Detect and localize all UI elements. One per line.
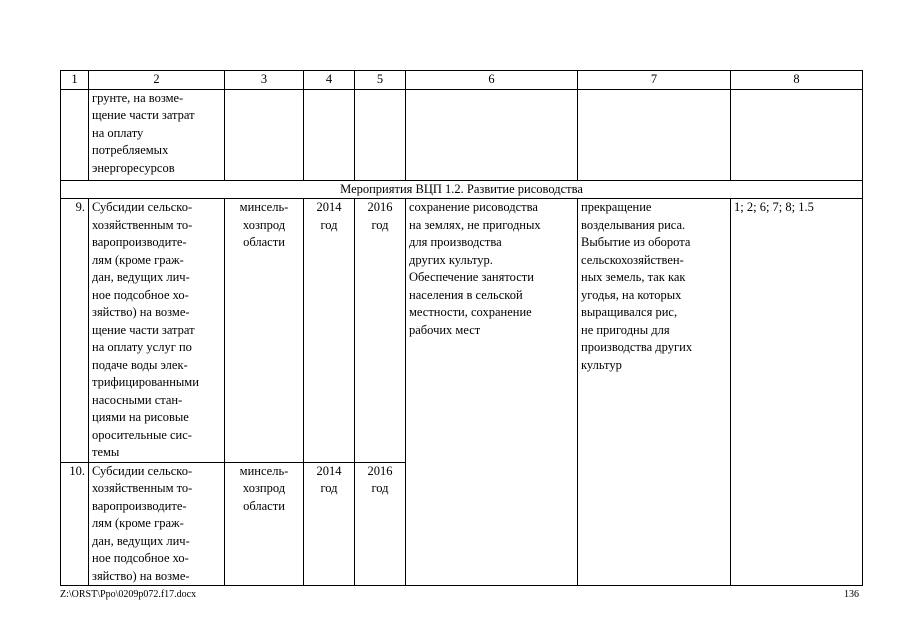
table-row-9 (61, 199, 863, 463)
table-row-continuation (61, 89, 863, 180)
measure-name: Субсидии сельско- хозяйственным то- варопроизводите- лям (кроме граж- дан, ведущих лич- ное подсобное хо- зяйство) на возме- щение части затрат на оплату услуг по подаче воды элек- трифицированными насосными стан- циями на рисовые оросительные сис- темы (89, 199, 225, 463)
cont-result-cell (406, 89, 578, 180)
row-number: 9. (61, 199, 89, 463)
footer-file-path: Z:\ORST\Ppo\0209p072.f17.docx (60, 589, 197, 600)
cont-executor-cell (225, 89, 304, 180)
section-row (61, 180, 863, 199)
row-number: 10. (61, 462, 89, 586)
cont-name-cell: грунте, на возме- щение части затрат на оплату потребляемых энергоресурсов (89, 89, 225, 180)
executor-cell: минсель- хозпрод области (225, 462, 304, 586)
executor-cell: минсель- хозпрод области (225, 199, 304, 463)
cont-indicators-cell (731, 89, 863, 180)
header-cell-7: 7 (578, 71, 731, 90)
header-cell-1: 1 (61, 71, 89, 90)
header-cell-2: 2 (89, 71, 225, 90)
start-year-cell: 2014 год (304, 462, 355, 586)
column-number-row (61, 71, 863, 90)
header-cell-4: 4 (304, 71, 355, 90)
measure-name: Субсидии сельско- хозяйственным то- варопроизводите- лям (кроме граж- дан, ведущих лич- ное подсобное хо- зяйство) на возме- (89, 462, 225, 586)
start-year-cell: 2014 год (304, 199, 355, 463)
expected-result-cell: сохранение рисоводства на землях, не пригодных для производства других культур. Обеспечение занятости населения в сельской местности, сохранение рабочих мест (406, 199, 578, 586)
header-cell-5: 5 (355, 71, 406, 90)
end-year-cell: 2016 год (355, 462, 406, 586)
cont-start-cell (304, 89, 355, 180)
cont-consequences-cell (578, 89, 731, 180)
header-cell-6: 6 (406, 71, 578, 90)
page-number: 136 (844, 589, 859, 600)
cont-num-cell (61, 89, 89, 180)
header-cell-8: 8 (731, 71, 863, 90)
end-year-cell: 2016 год (355, 199, 406, 463)
header-cell-3: 3 (225, 71, 304, 90)
indicators-cell: 1; 2; 6; 7; 8; 1.5 (731, 199, 863, 586)
cont-end-cell (355, 89, 406, 180)
section-title: Мероприятия ВЦП 1.2. Развитие рисоводства (61, 180, 863, 199)
program-table (60, 70, 863, 586)
consequences-cell: прекращение возделывания риса. Выбытие из оборота сельскохозяйствен- ных земель, так как угодья, на которых выращивался рис, не пригодны для производства других культур (578, 199, 731, 586)
